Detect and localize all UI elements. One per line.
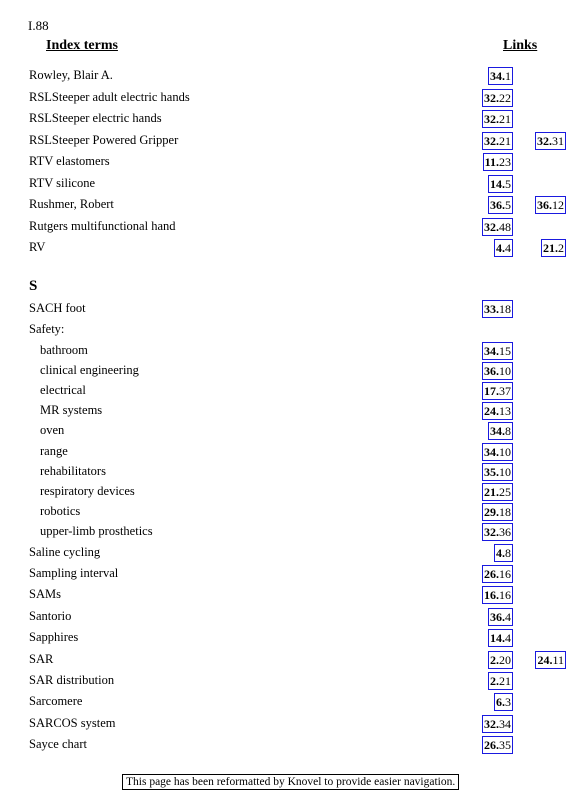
page-link[interactable] xyxy=(482,402,513,420)
index-term: robotics xyxy=(40,504,81,519)
page-link[interactable] xyxy=(541,239,566,257)
index-term: Saline cycling xyxy=(29,544,101,559)
index-entry xyxy=(0,321,581,341)
page-link[interactable] xyxy=(494,239,513,257)
link-chapter: 32. xyxy=(484,90,499,105)
index-term: oven xyxy=(40,423,65,438)
index-entry xyxy=(0,422,581,442)
link-chapter: 36. xyxy=(537,198,552,212)
link-page: 34 xyxy=(499,716,511,731)
index-term: SARCOS system xyxy=(29,715,116,730)
link-page: 22 xyxy=(499,90,511,105)
index-term: upper-limb prosthetics xyxy=(40,524,153,539)
link-chapter: 34. xyxy=(484,444,499,459)
page-link[interactable] xyxy=(482,342,513,360)
index-entry xyxy=(0,132,581,152)
index-entry xyxy=(0,382,581,402)
index-term: bathroom xyxy=(40,342,88,357)
index-entry xyxy=(0,523,581,543)
index-entry xyxy=(0,110,581,130)
index-term: MR systems xyxy=(40,403,103,418)
link-page: 10 xyxy=(499,444,511,459)
link-page: 48 xyxy=(499,219,511,234)
link-chapter: 14. xyxy=(490,176,505,191)
link-chapter: 21. xyxy=(543,241,558,255)
link-page: 1 xyxy=(505,69,511,83)
link-page: 15 xyxy=(499,343,511,358)
page-link[interactable] xyxy=(482,586,513,604)
page-link[interactable] xyxy=(494,693,513,711)
link-chapter: 35. xyxy=(484,464,499,479)
link-page: 21 xyxy=(499,674,511,688)
link-chapter: 29. xyxy=(484,505,499,520)
link-chapter: 2. xyxy=(490,674,499,688)
page-link[interactable] xyxy=(482,218,513,236)
link-chapter: 34. xyxy=(490,69,505,83)
link-chapter: 4. xyxy=(496,545,505,560)
index-entry xyxy=(0,736,581,756)
link-page: 8 xyxy=(505,545,511,560)
link-chapter: 32. xyxy=(484,112,499,126)
link-chapter: 26. xyxy=(484,738,499,753)
link-page: 5 xyxy=(505,176,511,191)
page-link[interactable] xyxy=(488,196,513,214)
page-link[interactable] xyxy=(482,362,513,380)
link-page: 2 xyxy=(558,241,564,255)
page-link[interactable] xyxy=(482,736,513,754)
link-page: 23 xyxy=(499,155,511,169)
link-page: 8 xyxy=(505,424,511,439)
page-link[interactable] xyxy=(482,503,513,521)
page-link[interactable] xyxy=(535,651,566,669)
page-link[interactable] xyxy=(482,523,513,541)
link-page: 31 xyxy=(552,133,564,148)
link-chapter: 34. xyxy=(490,424,505,439)
index-entry xyxy=(0,402,581,422)
page-number: I.88 xyxy=(28,18,49,33)
link-chapter: 21. xyxy=(484,485,499,499)
page-link[interactable] xyxy=(482,89,513,107)
index-entry xyxy=(0,463,581,483)
index-entry xyxy=(0,218,581,238)
link-chapter: 17. xyxy=(484,384,499,398)
index-entry xyxy=(0,544,581,564)
link-chapter: 14. xyxy=(490,631,505,646)
page-link[interactable] xyxy=(482,483,513,501)
index-entry xyxy=(0,362,581,382)
page-link[interactable] xyxy=(488,608,513,626)
link-page: 21 xyxy=(499,133,511,148)
link-chapter: 16. xyxy=(484,588,499,603)
page-link[interactable] xyxy=(535,132,566,150)
index-entry xyxy=(0,651,581,671)
knovel-footer-note: This page has been reformatted by Knovel to provide easier navigation. xyxy=(122,774,459,790)
link-chapter: 26. xyxy=(484,567,499,581)
index-term: Sampling interval xyxy=(29,566,119,580)
link-chapter: 36. xyxy=(484,363,499,378)
index-term: Rushmer, Robert xyxy=(29,197,114,211)
link-chapter: 24. xyxy=(537,652,553,667)
link-chapter: 32. xyxy=(484,716,499,731)
section-letter: S xyxy=(29,278,38,294)
page-link[interactable] xyxy=(482,300,513,318)
link-chapter: 32. xyxy=(484,525,499,540)
index-term: respiratory devices xyxy=(40,484,135,498)
page-link[interactable] xyxy=(488,651,513,669)
link-page: 11 xyxy=(552,652,564,667)
index-term: Rutgers multifunctional hand xyxy=(29,218,176,233)
index-term: clinical engineering xyxy=(40,362,139,377)
link-page: 16 xyxy=(499,567,511,581)
index-entry xyxy=(0,196,581,216)
link-page: 37 xyxy=(499,384,511,398)
link-chapter: 32. xyxy=(537,133,552,148)
index-entry xyxy=(0,503,581,523)
index-term: rehabilitators xyxy=(40,463,106,478)
index-term: SAMs xyxy=(29,587,61,602)
index-terms-header: Index terms xyxy=(46,38,118,53)
link-page: 20 xyxy=(499,652,511,667)
link-chapter: 11. xyxy=(484,155,499,169)
page-link[interactable] xyxy=(482,110,513,128)
index-entry xyxy=(0,672,581,692)
link-page: 4 xyxy=(505,609,511,624)
index-term: RV xyxy=(29,240,46,254)
index-entry xyxy=(0,629,581,649)
link-page: 21 xyxy=(499,112,511,126)
index-term: Sayce chart xyxy=(29,737,87,752)
index-entry xyxy=(0,483,581,503)
page-link[interactable] xyxy=(482,132,513,150)
page-link[interactable] xyxy=(482,382,513,400)
link-chapter: 36. xyxy=(490,198,505,212)
index-entry xyxy=(0,342,581,362)
link-chapter: 6. xyxy=(496,695,505,710)
index-term: RSLSteeper adult electric hands xyxy=(29,89,190,104)
index-entry xyxy=(0,67,581,87)
link-chapter: 4. xyxy=(496,241,505,255)
links-header: Links xyxy=(503,38,538,53)
page-link[interactable] xyxy=(488,67,513,85)
index-term: RTV elastomers xyxy=(29,154,110,168)
page-link[interactable] xyxy=(488,672,513,690)
index-term: SAR distribution xyxy=(29,673,115,687)
index-term: Rowley, Blair A. xyxy=(29,68,113,82)
link-page: 18 xyxy=(499,505,511,520)
link-page: 5 xyxy=(505,198,511,212)
page-link[interactable] xyxy=(535,196,566,214)
page-link[interactable] xyxy=(494,544,513,562)
index-entry xyxy=(0,89,581,109)
index-term: electrical xyxy=(40,383,86,397)
index-entry xyxy=(0,715,581,735)
index-term: SAR xyxy=(29,651,54,666)
link-page: 18 xyxy=(499,302,511,316)
page-link[interactable] xyxy=(483,153,513,171)
index-entry xyxy=(0,300,581,320)
index-term: Santorio xyxy=(29,608,72,623)
link-page: 4 xyxy=(505,241,511,255)
index-entry xyxy=(0,693,581,713)
index-entry xyxy=(0,153,581,173)
index-term: RSLSteeper Powered Gripper xyxy=(29,132,179,147)
page-link[interactable] xyxy=(482,463,513,481)
page-link[interactable] xyxy=(488,629,513,647)
index-term: Sapphires xyxy=(29,630,79,645)
page-link[interactable] xyxy=(488,175,513,193)
index-entry xyxy=(0,608,581,628)
link-page: 10 xyxy=(499,363,511,378)
link-page: 4 xyxy=(505,631,511,646)
link-page: 25 xyxy=(499,485,511,499)
page-link[interactable] xyxy=(488,422,513,440)
page-link[interactable] xyxy=(482,443,513,461)
link-chapter: 2. xyxy=(490,652,499,667)
page-link[interactable] xyxy=(482,565,513,583)
link-page: 13 xyxy=(499,404,511,419)
link-chapter: 33. xyxy=(484,302,499,316)
link-page: 3 xyxy=(505,695,511,710)
index-term: RTV silicone xyxy=(29,175,96,190)
link-page: 35 xyxy=(499,738,511,753)
index-entry xyxy=(0,586,581,606)
index-entry xyxy=(0,565,581,585)
index-term: Safety: xyxy=(29,322,65,337)
page-link[interactable] xyxy=(482,715,513,733)
link-chapter: 32. xyxy=(484,219,499,234)
index-term: range xyxy=(40,443,68,458)
index-term: Sarcomere xyxy=(29,694,83,709)
link-page: 16 xyxy=(499,588,511,603)
index-entry xyxy=(0,175,581,195)
link-chapter: 32. xyxy=(484,133,499,148)
link-page: 12 xyxy=(552,198,564,212)
index-entry xyxy=(0,443,581,463)
link-page: 10 xyxy=(499,464,511,479)
index-entry xyxy=(0,239,581,259)
link-page: 36 xyxy=(499,525,511,540)
index-term: SACH foot xyxy=(29,301,86,315)
index-term: RSLSteeper electric hands xyxy=(29,111,162,125)
link-chapter: 24. xyxy=(484,404,499,419)
link-chapter: 36. xyxy=(490,609,505,624)
link-chapter: 34. xyxy=(484,343,499,358)
